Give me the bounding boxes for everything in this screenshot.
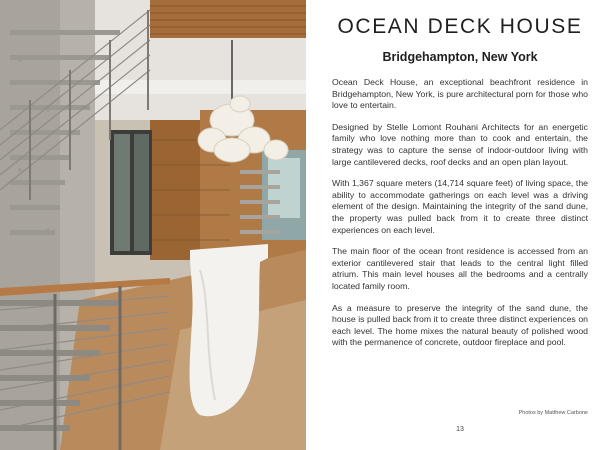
article-title: OCEAN DECK HOUSE	[337, 15, 583, 38]
photo-credit: Photos by Matthew Carbone	[518, 410, 588, 416]
paragraph: Designed by Stelle Lomont Rouhani Architects for an energetic family who love nothing more than to cook and entertain, the strategy was to capture the sense of indoor-outdoor living with large cantilevered decks, roof decks and an open plan layout.	[332, 121, 588, 167]
paragraph: The main floor of the ocean front residence is accessed from an exterior cantilevered stair that leads to the central light filled atrium. This main level houses all the bedrooms and a centrally located family room.	[332, 246, 588, 291]
article-body	[332, 77, 588, 349]
article-column	[306, 0, 600, 450]
paragraph: As a measure to preserve the integrity of the sand dune, the house is pulled back from it to create three distinct experiences on each level. The home mixes the natural beauty of polished wood with the permanence of concrete, outdoor fireplace and pool.	[332, 302, 588, 348]
paragraph: With 1,367 square meters (14,714 square feet) of living space, the ability to accommodate gatherings on each level was a driving element of the design. Maintaining the integrity of the sand dune, the property was pulled back from it to create three distinct experiences on each level.	[332, 178, 588, 235]
article-location: Bridgehampton, New York	[382, 50, 538, 64]
page-number: 13	[456, 426, 464, 433]
paragraph: Ocean Deck House, an exceptional beachfront residence in Bridgehampton, New York, is pure architectural porn for those who love to entertain.	[332, 77, 588, 111]
